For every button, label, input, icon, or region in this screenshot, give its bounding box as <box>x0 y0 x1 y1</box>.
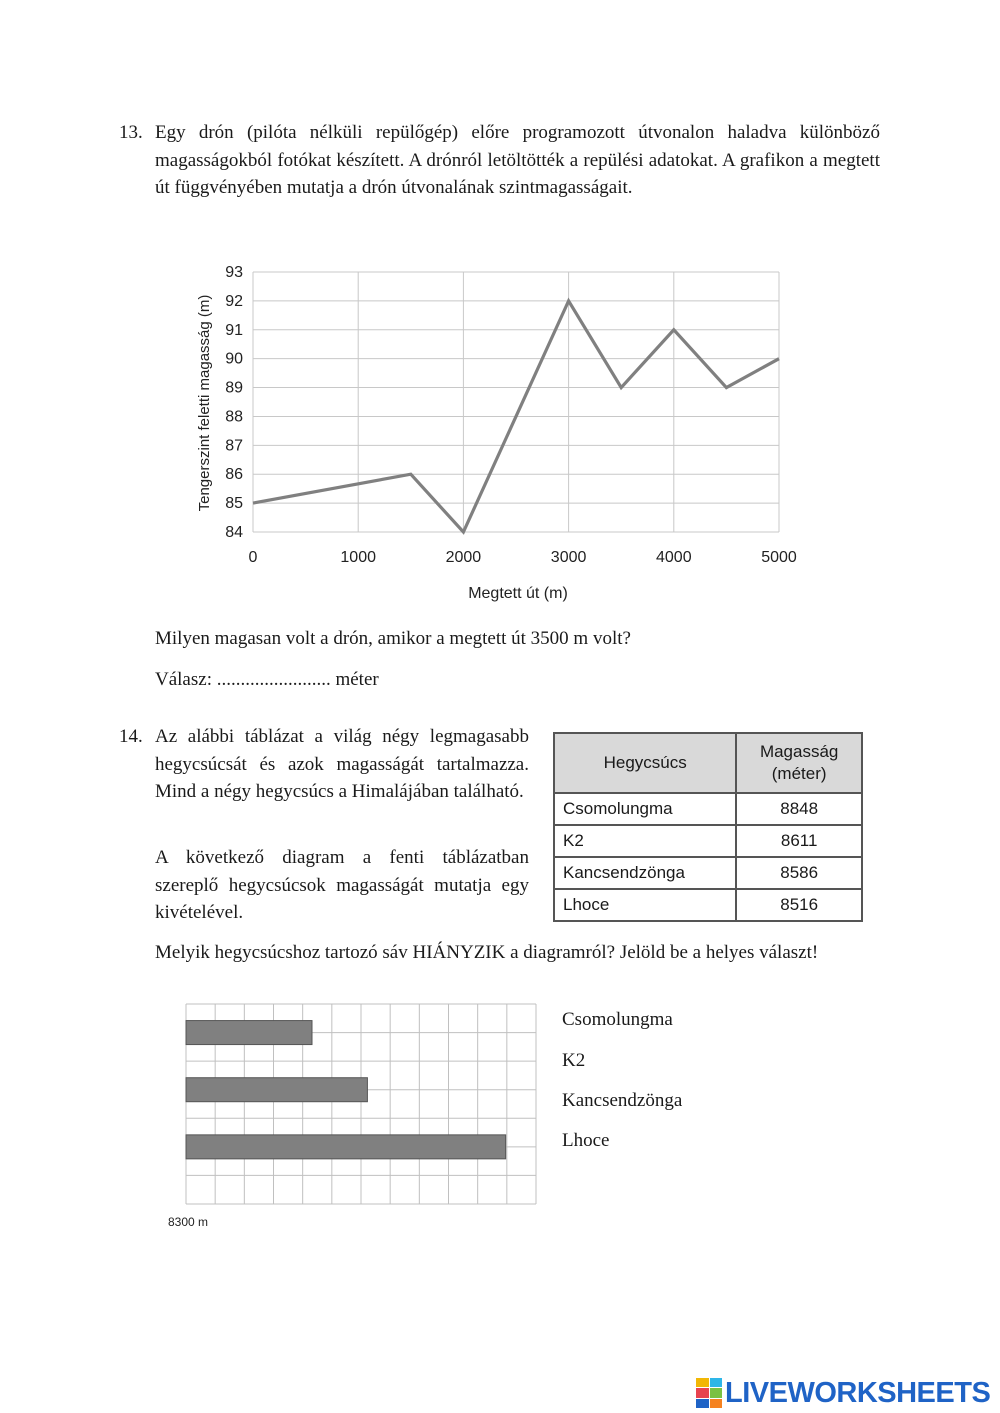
q14-text-1: Az alábbi táblázat a világ négy legmagasabb hegycsúcsát és azok magasságát tartalmazza. Mind a négy hegycsúcs a Himalájában található. <box>155 726 529 802</box>
x-tick-label: 1000 <box>340 549 376 566</box>
x-tick-label: 2000 <box>445 549 482 566</box>
peak-height: 8848 <box>736 793 862 825</box>
y-tick-label: 86 <box>225 466 243 484</box>
y-tick-label: 93 <box>225 264 243 281</box>
option-k2[interactable]: K2 <box>562 1050 586 1071</box>
table-header-height <box>736 733 862 793</box>
liveworksheets-logo <box>696 1376 990 1410</box>
q13-question: Milyen magasan volt a drón, amikor a megtett út 3500 m volt? <box>155 628 631 649</box>
height-bar <box>186 1021 312 1045</box>
peak-name: Csomolungma <box>554 793 736 825</box>
q14-number: 14. <box>119 726 143 747</box>
altitude-line-chart <box>185 255 815 610</box>
table-header-height-line2: (méter) <box>771 764 827 783</box>
peaks-table <box>553 732 863 922</box>
option-kancsendzonga[interactable]: Kancsendzönga <box>562 1090 683 1111</box>
x-tick-label: 4000 <box>656 549 692 566</box>
peak-name: Lhoce <box>554 889 736 921</box>
peak-height: 8611 <box>736 825 862 857</box>
table-row <box>554 889 862 921</box>
option-lhoce[interactable]: Lhoce <box>562 1130 610 1151</box>
x-axis-label: Megtett út (m) <box>468 585 568 602</box>
q13-number: 13. <box>119 122 143 143</box>
x-tick-label: 0 <box>248 549 258 566</box>
chart-grid <box>253 272 779 532</box>
y-tick-label: 88 <box>225 408 243 426</box>
height-bar <box>186 1078 367 1102</box>
q13-answer-line[interactable]: Válasz: ........................ méter <box>155 669 379 690</box>
y-tick-label: 89 <box>225 379 243 397</box>
table-row <box>554 825 862 857</box>
peak-height: 8586 <box>736 857 862 889</box>
table-header-peak: Hegycsúcs <box>554 733 736 793</box>
y-tick-label: 85 <box>225 495 243 513</box>
q14-question: Melyik hegycsúcshoz tartozó sáv HIÁNYZIK a diagramról? Jelöld be a helyes választ! <box>155 942 819 963</box>
peak-name: Kancsendzönga <box>554 857 736 889</box>
y-tick-label: 90 <box>225 350 243 368</box>
x-tick-label: 5000 <box>761 549 797 566</box>
peak-height: 8516 <box>736 889 862 921</box>
table-header-height-line1: Magasság <box>759 742 839 761</box>
logo-text: LIVEWORKSHEETS <box>725 1376 991 1409</box>
q14-text-2: A következő diagram a fenti táblázatban szereplő hegycsúcsok magasságát mutatja egy kivételével. <box>155 847 529 923</box>
y-tick-label: 92 <box>225 292 243 310</box>
table-row <box>554 857 862 889</box>
baseline-label: 8300 m <box>168 1215 209 1229</box>
peaks-bar-chart <box>160 1000 545 1232</box>
logo-badge-icon <box>696 1378 722 1408</box>
height-bar <box>186 1135 506 1159</box>
q13-text: Egy drón (pilóta nélküli repülőgép) előre programozott útvonalon haladva különböző magasságokból fotókat készített. A drónról letöltötték a repülési adatokat. A grafikon a megtett út függvényében mutatja a drón útvonalának szintmagasságait. <box>155 122 880 198</box>
y-axis-label: Tengerszint feletti magasság (m) <box>196 294 213 512</box>
table-row <box>554 793 862 825</box>
y-tick-label: 91 <box>225 321 243 339</box>
x-tick-label: 3000 <box>550 549 587 566</box>
x-tick-labels <box>249 549 797 566</box>
y-tick-labels <box>225 264 243 541</box>
peak-name: K2 <box>554 825 736 857</box>
y-tick-label: 84 <box>225 524 243 541</box>
y-tick-label: 87 <box>225 437 243 455</box>
option-csomolungma[interactable]: Csomolungma <box>562 1009 673 1030</box>
